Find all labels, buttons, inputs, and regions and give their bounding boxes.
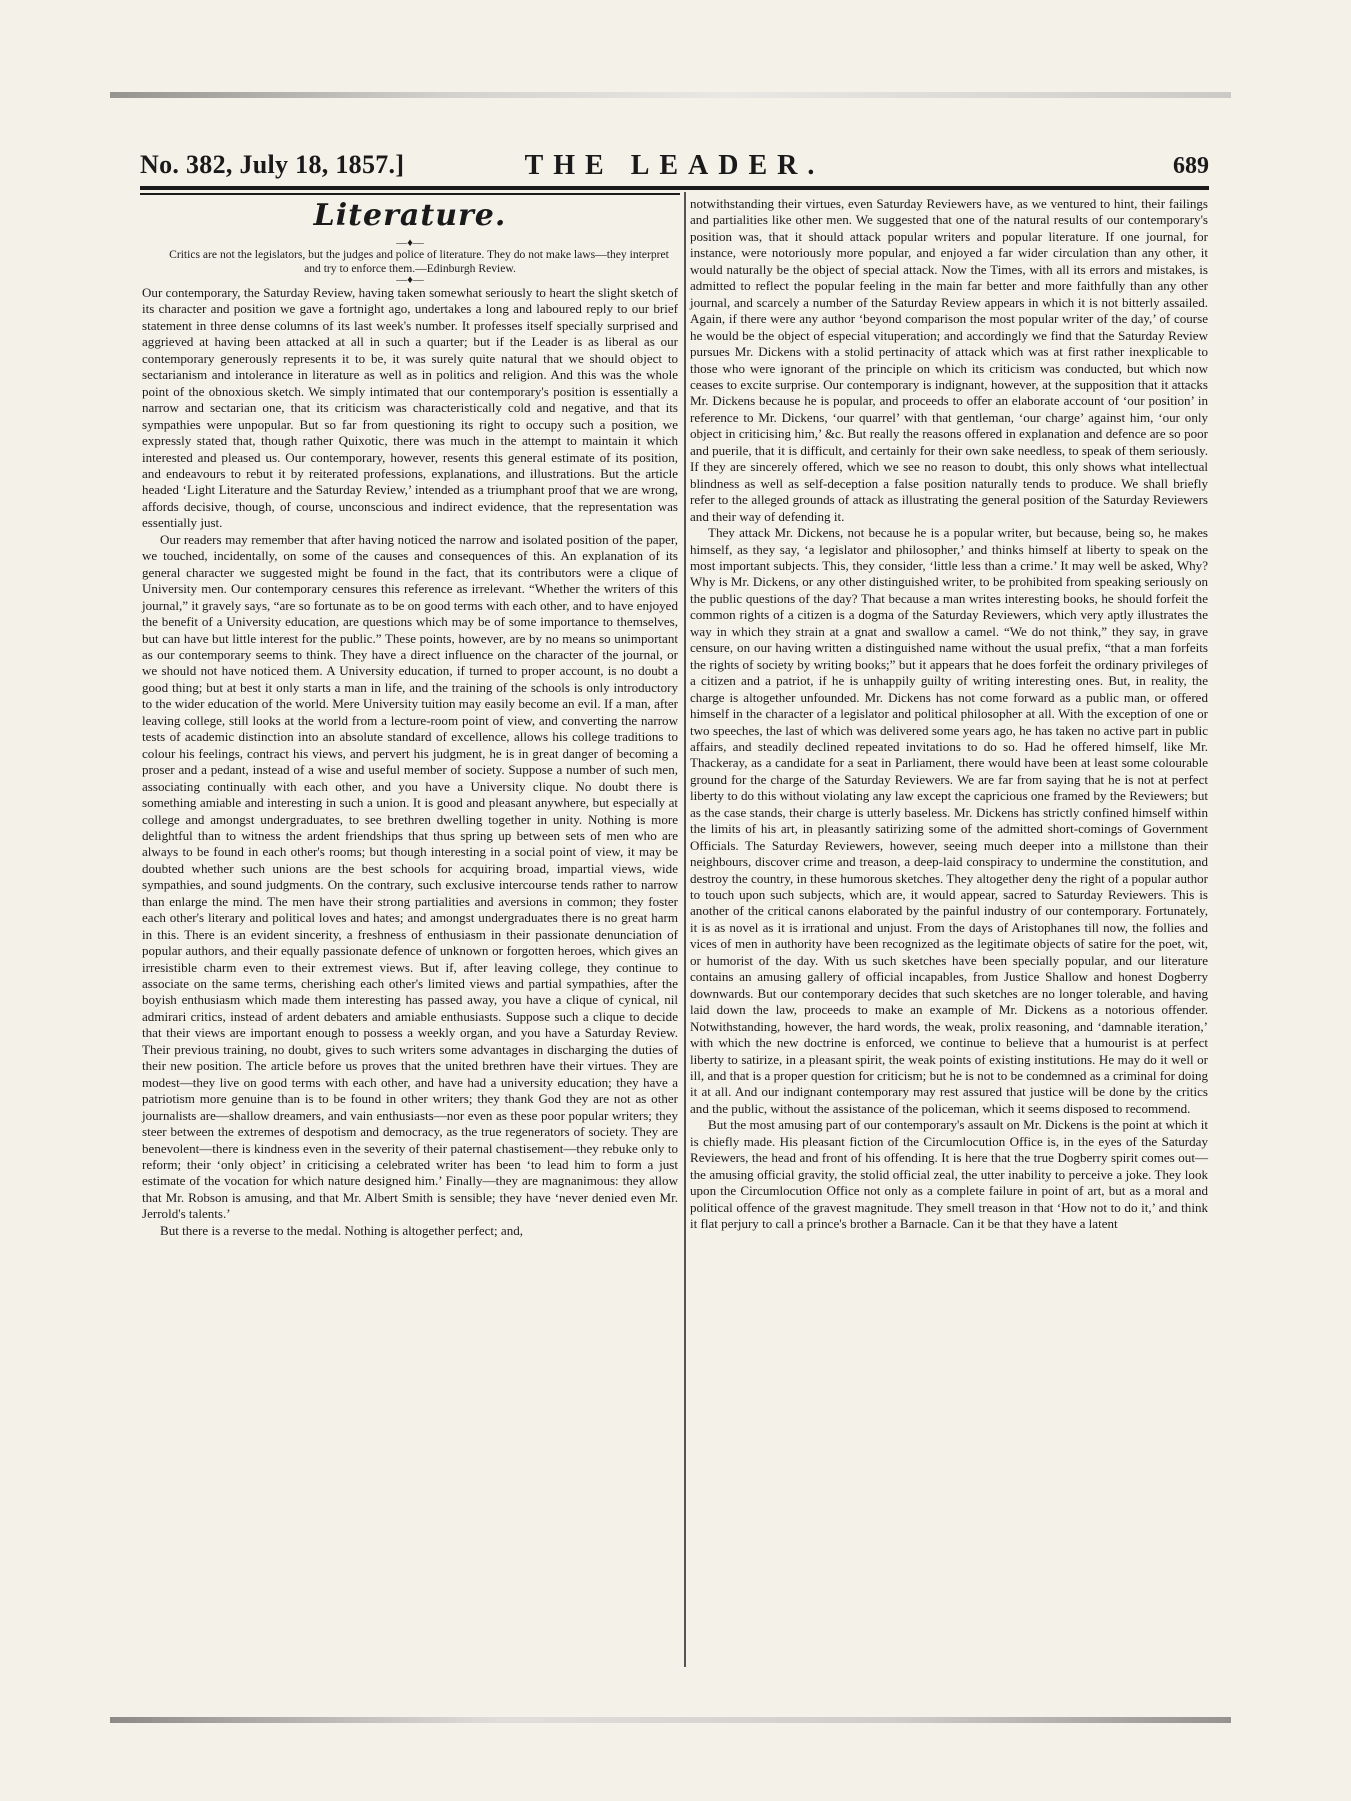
article-paragraph: Our contemporary, the Saturday Review, having taken somewhat seriously to heart the slight sketch of its character and position we gave a fortnight ago, undertakes a long and laboured reply to our brief statement in three dense columns of its last week's number. It professes itself specially surprised and aggrieved at having been attacked at all in such a quarter; but if the Leader is as liberal as our contemporary generously represents it to be, it was surely quite natural that we should object to sectarianism and intolerance in literature as well as in politics and religion. And this was the whole point of the obnoxious sketch. We simply intimated that our contemporary's position is essentially a narrow and sectarian one, that its criticism was characteristically cold and negative, and that its sympathies were unpopular. But so far from questioning its right to occupy such a position, we expressly stated that, though rather Quixotic, there was much in the attempt to maintain it which interested and pleased us. Our contemporary, however, resents this general estimate of its position, and endeavours to rebut it by reiterated professions, explanations, and illustrations. But the article headed ‘Light Literature and the Saturday Review,’ intended as a triumphant proof that we are wrong, affords decisive, though, of course, unconscious and indirect evidence, that the representation was essentially just. (142, 285, 678, 531)
issue-number: No. 382, July 18, 1857.] (140, 150, 405, 179)
column-divider (684, 192, 686, 1667)
epigraph: Critics are not the legislators, but the judges and police of literature. They do not make laws—they interpret and try to enforce them.—Edinburgh Review. (169, 248, 669, 275)
header-rule (140, 186, 1209, 190)
article-paragraph: Our readers may remember that after having noticed the narrow and isolated position of the paper, we touched, incidentally, on some of the causes and consequences of this. An explanation of its general character we suggested might be found in the fact, that its contributors were a clique of University men. Our contemporary censures this reference as irrelevant. “Whether the writers of this journal,” it gravely says, “are so fortunate as to be on good terms with each other, and to have enjoyed the benefit of a University education, are questions which may be of some importance to themselves, but can have but little interest for the public.” These points, however, are by no means so unimportant as our contemporary seems to think. They have a direct influence on the character of the journal, or we should not have noticed them. A University education, if turned to proper account, is no doubt a good thing; but at best it only starts a man in life, and the training of the schools is only introductory to the wider education of the world. Mere University tuition may easily become an evil. If a man, after leaving college, still looks at the world from a lecture-room point of view, and converting the narrow tests of academic distinction into an absolute standard of excellence, allows his college traditions to colour his feelings, contract his views, and pervert his judgment, he is in great danger of becoming a proser and a pedant, instead of a wise and useful member of society. Suppose a number of such men, associating continually with each other, and you have a University clique. No doubt there is something amiable and interesting in such a union. It is good and pleasant anywhere, but especially at college and amongst undergraduates, to see brethren dwelling together in unity. Nothing is more delightful than to witness the ardent friendships that thus spring up between sets of men who are always to be found in each other's rooms; but though interesting in a social point of view, it may be doubted whether such unions are the best schools for acquiring broad, impartial views, wide sympathies, and sound judgments. On the contrary, such exclusive intercourse tends rather to narrow than enlarge the mind. The men have their strong partialities and aversions in common; they foster each other's literary and political loves and hates; and amongst undergraduates there is no great harm in this. There is an evident sincerity, a freshness of enthusiasm in their passionate denunciation of popular authors, and their equally passionate defence of unknown or forgotten heroes, which gives an irresistible charm even to their extremest views. But if, after leaving college, they continue to associate on the same terms, cherishing each other's limited views and partial sympathies, after the boyish enthusiasm which made them interesting has passed away, you have a clique of cynical, nil admirari critics, instead of ardent debaters and amiable enthusiasts. Suppose such a clique to decide that their views are important enough to possess a weekly organ, and you have a Saturday Review. Their previous training, no doubt, gives to such writers some advantages in discharging the duties of their new position. The article before us proves that the united brethren have their virtues. They are modest—they live on good terms with each other, and have had a university education; they have a patriotism more genuine than is to be found in other writers; they thank God they are not as other journalists are—shallow dreamers, and vain enthusiasts—nor even as these poor popular writers; they steer between the extremes of despotism and democracy, as the true regenerators of society. They are benevolent—there is kindness even in the severity of their paternal chastisement—they rebuke only to reform; their ‘only object’ in criticising a celebrated writer has been ‘to lead him to form a just estimate of the vocation for which nature designed him.’ Finally—they are magnanimous: they allow that Mr. Robson is amusing, and that Mr. Albert Smith is sensible; they have ‘never denied even Mr. Jerrold's talents.’ (142, 531, 678, 1222)
running-header (140, 152, 1209, 182)
article-paragraph: But the most amusing part of our contemporary's assault on Mr. Dickens is the point at which it is chiefly made. His pleasant fiction of the Circumlocution Office is, in the eyes of the Saturday Reviewers, the head and front of his offending. It is here that the true Dogberry spirit comes out—the amusing official gravity, the stolid official zeal, the utter inability to perceive a joke. They look upon the Circumlocution Office not only as a complete failure in point of art, but as a moral and political offence of the gravest magnitude. They smell treason in that ‘How not to do it,’ and think it flat perjury to call a prince's brother a Barnacle. Can it be that they have a latent (690, 1117, 1208, 1232)
scan-edge-top (110, 92, 1231, 98)
article-paragraph: But there is a reverse to the medal. Nothing is altogether perfect; and, (160, 1222, 524, 1238)
article-paragraph: notwithstanding their virtues, even Saturday Reviewers have, as we ventured to hint, their failings and partialities like other men. We suggested that one of the natural results of our contemporary's position was, that it should attack popular writers and popular literature. If one journal, for instance, were notoriously more popular, and enjoyed a far wider circulation than any other, it would naturally be the object of special attack. Now the Times, with all its errors and mistakes, is admitted to reflect the popular feeling in the main far better and more faithfully than any other journal, and scarcely a number of the Saturday Review appears in which it is not bitterly assailed. Again, if there were any author ‘beyond comparison the most popular writer of the day,’ of course he would be the object of especial vituperation; and accordingly we find that the Saturday Review pursues Mr. Dickens with a stolid pertinacity of attack which was at first rather inexplicable to those who were ignorant of the principle on which its criticism was conducted, but which now ceases to excite surprise. Our contemporary is indignant, however, at the supposition that it attacks Mr. Dickens because he is popular, and proceeds to offer an elaborate account of ‘our position’ in reference to Mr. Dickens, ‘our quarrel’ with that gentleman, ‘our charge’ against him, ‘our only object in criticising him,’ &c. But really the reasons offered in explanation and defence are so poor and puerile, that it is difficult, and certainly for their own sake needless, to speak of them seriously. If they are sincerely offered, which we see no reason to doubt, this only shows what intellectual blindness as well as self-deception a false position naturally tends to produce. We shall briefly refer to the alleged grounds of attack as illustrating the general position of the Saturday Reviewers and their way of defending it. (690, 196, 1208, 524)
right-column (690, 196, 1208, 1233)
section-title: Literature. (313, 198, 507, 233)
newspaper-title: THE LEADER. (524, 150, 825, 181)
ornament-divider: —♦— (396, 237, 424, 249)
page-number: 689 (1173, 153, 1209, 179)
left-column (142, 196, 678, 1239)
scan-edge-bottom (110, 1717, 1231, 1723)
article-paragraph: They attack Mr. Dickens, not because he is a popular writer, but because, being so, he makes himself, as they say, ‘a legislator and philosopher,’ and thinks himself at liberty to speak on the most important subjects. This, they consider, ‘little less than a crime.’ It may well be asked, Why? Why is Mr. Dickens, or any other distinguished writer, to be prohibited from speaking seriously on the public questions of the day? That because a man writes interesting books, he should forfeit the common rights of a citizen is a dogma of the Saturday Reviewers, which very aptly illustrates the way in which they strain at a gnat and swallow a camel. “We do not think,” they say, in grave censure, on our having written a distinguished name without the usual prefix, “that a man forfeits the rights of society by writing books;” but it appears that he does forfeit the ordinary privileges of a citizen and a patriot, if he is unhappily guilty of writing interesting ones. But, in reality, the charge is altogether unfounded. Mr. Dickens has not come forward as a public man, or offered himself in the character of a legislator and political philosopher at all. With the exception of one or two speeches, the last of which was delivered some years ago, he has taken no active part in public affairs, and steadily declined repeated invitations to do so. Had he offered himself, like Mr. Thackeray, as a candidate for a seat in Parliament, there would have been at least some colourable ground for the charge of the Saturday Reviewers. We are far from saying that he is not at perfect liberty to do this without violating any law except the capricious one framed by the Reviewers; but as the case stands, their charge is utterly baseless. Mr. Dickens has strictly confined himself within the limits of his art, in pleasantly satirizing some of the admitted short-comings of Government Officials. The Saturday Reviewers, however, seeing much deeper into a millstone than their neighbours, discover crime and treason, a deep-laid conspiracy to undermine the constitution, and destroy the country, in these humorous sketches. They altogether deny the right of a popular author to touch upon such subjects, which are, it would appear, sacred to Saturday Reviewers. This is another of the critical canons elaborated by the painful industry of our contemporary. Fortunately, it is as novel as it is irrational and unjust. From the days of Aristophanes till now, the follies and vices of men in authority have been recognized as the legitimate objects of satire for the poet, wit, or humorist of the day. With us such sketches have been specially popular, and our literature contains an amusing gallery of official incapables, from Justice Shallow and honest Dogberry downwards. But our contemporary decides that such sketches are no longer tolerable, and having laid down the law, proceeds to make an example of Mr. Dickens as a notorious offender. Notwithstanding, however, the hard words, the weak, prolix reasoning, and ‘damnable iteration,’ with which the new doctrine is enforced, we continue to believe that a humourist is at perfect liberty to satirize, in a pleasant spirit, the weak points of existing institutions. He may do it well or ill, and that is a proper question for criticism; but he is not to be condemned as a criminal for doing it at all. And our indignant contemporary may rest assured that justice will be done by the critics and the public, without the assistance of the policeman, which it seems disposed to recommend. (690, 525, 1208, 1116)
header-subrule (140, 193, 680, 195)
ornament-divider-lower: —♦— (396, 274, 424, 286)
